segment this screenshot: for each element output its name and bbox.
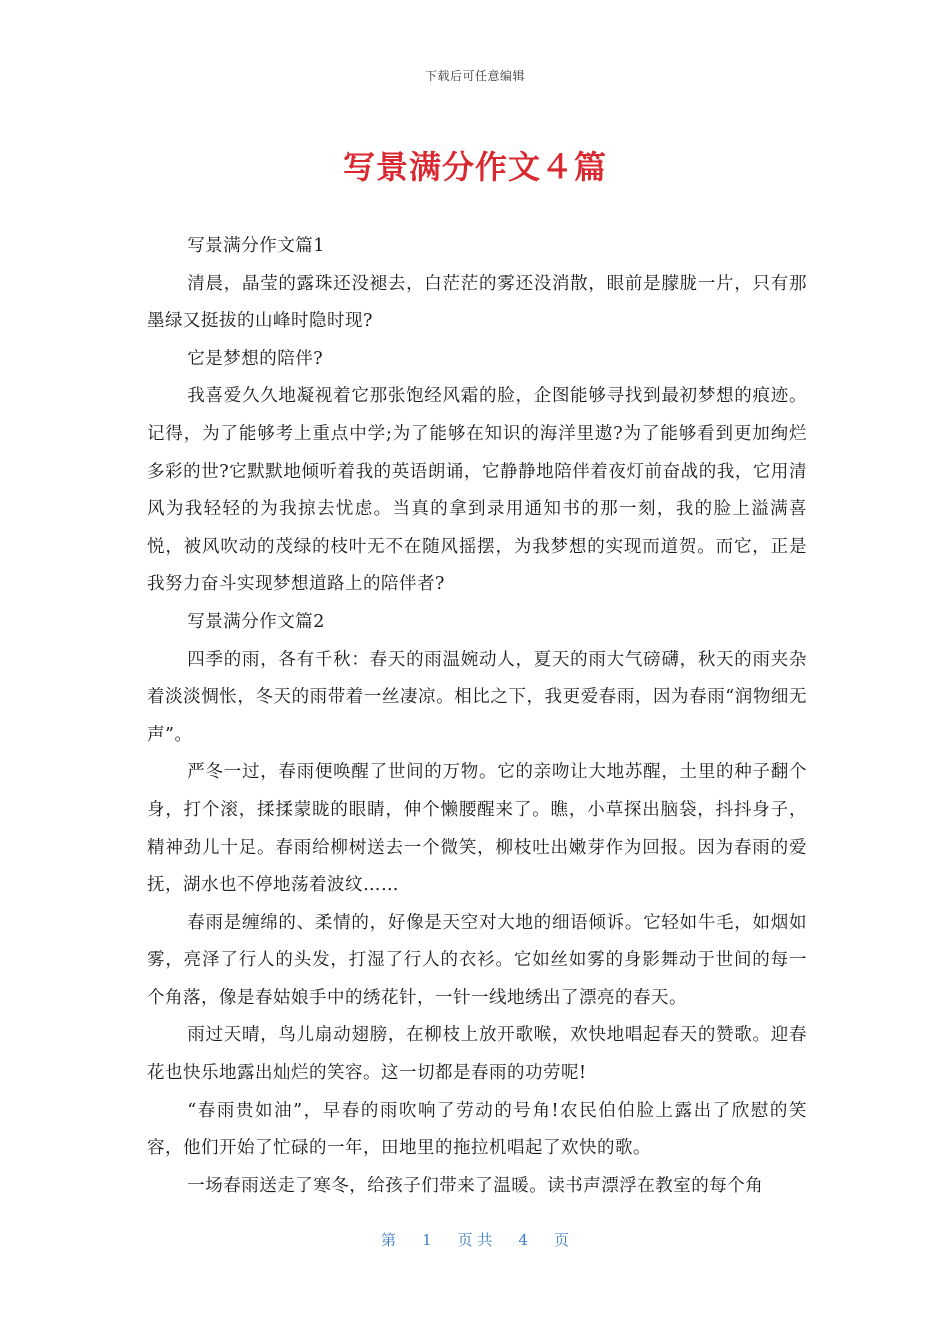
paragraph: 清晨，晶莹的露珠还没褪去，白茫茫的雾还没消散，眼前是朦胧一片，只有那墨绿又挺拔的山峰时隐时现? <box>147 273 807 332</box>
document-body <box>147 228 807 1205</box>
page-number: 1 <box>422 1231 432 1249</box>
section-heading-2: 写景满分作文篇2 <box>187 611 325 632</box>
total-pages: 4 <box>518 1231 528 1249</box>
total-label: 页 共 <box>457 1231 493 1249</box>
paragraph: 一场春雨送走了寒冬，给孩子们带来了温暖。读书声漂浮在教室的每个角 <box>187 1175 764 1196</box>
paragraph: 雨过天晴，鸟儿扇动翅膀，在柳枝上放开歌喉，欢快地唱起春天的赞歌。迎春花也快乐地露出灿烂的笑容。这一切都是春雨的功劳呢! <box>147 1025 807 1084</box>
document-title: 写景满分作文４篇 <box>342 148 607 186</box>
paragraph: 严冬一过，春雨便唤醒了世间的万物。它的亲吻让大地苏醒，土里的种子翻个身，打个滚，揉揉蒙眬的眼睛，伸个懒腰醒来了。瞧，小草探出脑袋，抖抖身子，精神劲儿十足。春雨给柳树送去一个微笑，柳枝吐出嫩芽作为回报。因为春雨的爱抚，湖水也不停地荡着波纹…… <box>147 762 807 896</box>
page-suffix: 页 <box>553 1231 569 1249</box>
page-label: 第 <box>381 1231 397 1249</box>
paragraph: 我喜爱久久地凝视着它那张饱经风霜的脸，企图能够寻找到最初梦想的痕迹。记得，为了能够考上重点中学;为了能够在知识的海洋里遨?为了能够看到更加绚烂多彩的世?它默默地倾听着我的英语朗诵，它静静地陪伴着夜灯前奋战的我，它用清风为我轻轻的为我掠去忧虑。当真的拿到录用通知书的那一刻，我的脸上溢满喜悦，被风吹动的茂绿的枝叶无不在随风摇摆，为我梦想的实现而道贺。而它，正是我努力奋斗实现梦想道路上的陪伴者? <box>147 386 807 595</box>
header-note: 下载后可任意编辑 <box>424 69 525 83</box>
paragraph: 它是梦想的陪伴? <box>187 348 324 369</box>
paragraph: 春雨是缠绵的、柔情的，好像是天空对大地的细语倾诉。它轻如牛毛，如烟如雾，亮泽了行人的头发，打湿了行人的衣衫。它如丝如雾的身影舞动于世间的每一个角落，像是春姑娘手中的绣花针，一针一线地绣出了漂亮的春天。 <box>147 912 807 1008</box>
paragraph: “春雨贵如油”，早春的雨吹响了劳动的号角!农民伯伯脸上露出了欣慰的笑容，他们开始了忙碌的一年，田地里的拖拉机唱起了欢快的歌。 <box>147 1100 807 1159</box>
page-footer <box>0 1229 950 1250</box>
section-heading-1: 写景满分作文篇1 <box>187 236 325 256</box>
paragraph: 四季的雨，各有千秋：春天的雨温婉动人，夏天的雨大气磅礴，秋天的雨夹杂着淡淡惆怅，冬天的雨带着一丝凄凉。相比之下，我更爱春雨，因为春雨“润物细无声”。 <box>147 649 807 745</box>
